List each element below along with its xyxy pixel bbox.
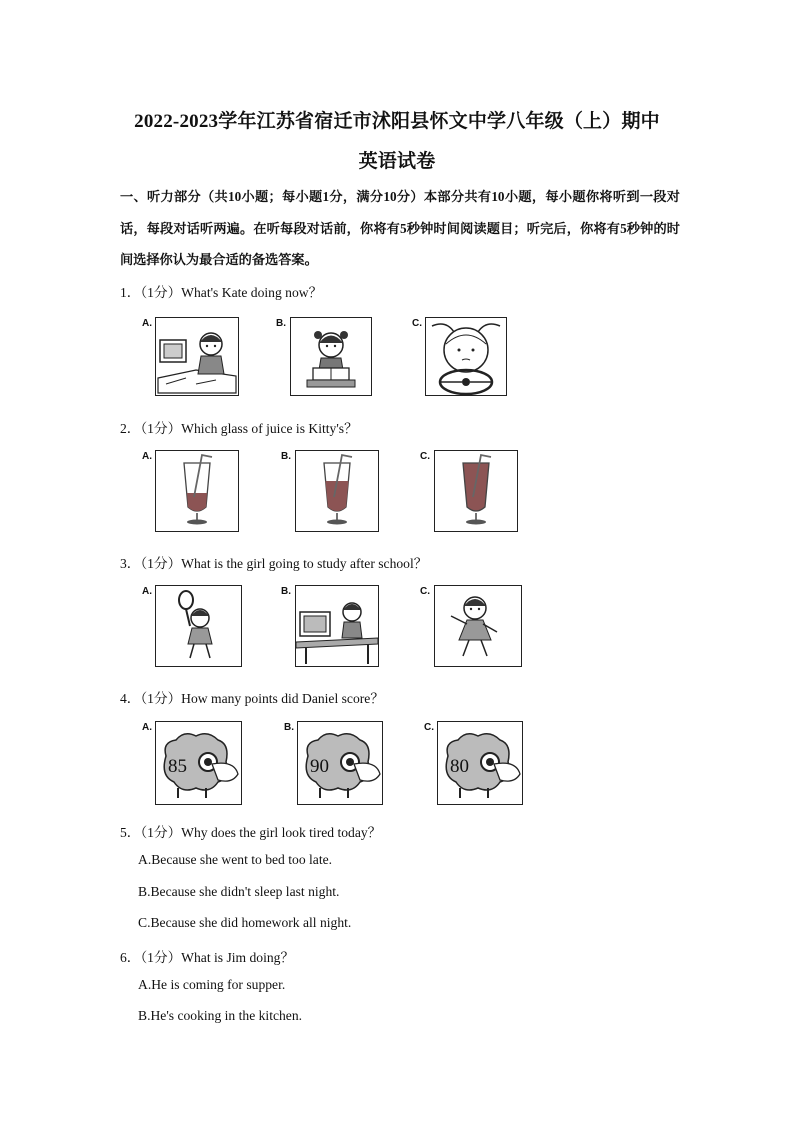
option-label-b: B. [284, 722, 294, 733]
option-label-b: B. [276, 318, 286, 329]
sheep-number: 85 [168, 756, 187, 777]
glass-full [434, 450, 518, 532]
option-label-a: A. [142, 451, 152, 462]
option-label-b: B. [281, 586, 291, 597]
question-5 [120, 821, 381, 841]
glass-half-full [295, 450, 379, 532]
glass-one-third-full [155, 450, 239, 532]
option-6a: A.He is coming for supper. [138, 977, 286, 992]
question-number: 6．（1分） [120, 950, 182, 965]
sheep-score-a [155, 721, 242, 805]
question-number: 1．（1分） [120, 285, 182, 300]
picture-girl-dancing [434, 585, 522, 667]
option-label-b: B. [281, 451, 291, 462]
sheep-score-b [297, 721, 383, 805]
question-text: Which glass of juice is Kitty's？ [181, 421, 358, 436]
option-label-c: C. [420, 586, 430, 597]
option-5c: C.Because she did homework all night. [138, 915, 352, 930]
question-4 [120, 687, 384, 707]
picture-kate-computer [155, 317, 239, 396]
sheep-score-c [437, 721, 523, 805]
question-number: 3．（1分） [120, 556, 182, 571]
question-3 [120, 552, 427, 572]
question-text: Why does the girl look tired today？ [181, 825, 382, 840]
option-label-c: C. [424, 722, 434, 733]
question-number: 5．（1分） [120, 825, 182, 840]
page-title-line2: 英语试卷 [358, 151, 436, 172]
question-text: How many points did Daniel score？ [181, 691, 384, 706]
option-label-c: C. [412, 318, 422, 329]
picture-kate-driving [425, 317, 507, 396]
picture-girl-computer [295, 585, 379, 667]
question-text: What is Jim doing？ [181, 950, 295, 965]
option-label-a: A. [142, 318, 152, 329]
question-6 [120, 946, 294, 966]
option-label-c: C. [420, 451, 430, 462]
question-number: 4．（1分） [120, 691, 182, 706]
question-text: What's Kate doing now？ [181, 285, 323, 300]
sheep-number: 80 [450, 756, 469, 777]
question-number: 2．（1分） [120, 421, 182, 436]
section-instructions: 一、听力部分（共10小题；每小题1分，满分10分）本部分共有10小题，每小题你将听到一段对话，每段对话听两遍。在听每段对话前，你将有5秒钟时间阅读题目；听完后，你将有5秒钟的时间选择你认为最合适的备选答案。 [120, 189, 680, 267]
option-5a: A.Because she went to bed too late. [138, 852, 333, 867]
question-text: What is the girl going to study after school？ [181, 556, 428, 571]
picture-girl-tennis [155, 585, 242, 667]
option-label-a: A. [142, 586, 152, 597]
picture-kate-reading [290, 317, 372, 396]
option-5b: B.Because she didn't sleep last night. [138, 884, 340, 899]
question-2 [120, 417, 358, 437]
question-1 [120, 281, 322, 301]
option-label-a: A. [142, 722, 152, 733]
page-title-line1: 2022-2023学年江苏省宿迁市沭阳县怀文中学八年级（上）期中 [134, 111, 660, 132]
sheep-number: 90 [310, 756, 329, 777]
option-6b: B.He's cooking in the kitchen. [138, 1008, 303, 1023]
